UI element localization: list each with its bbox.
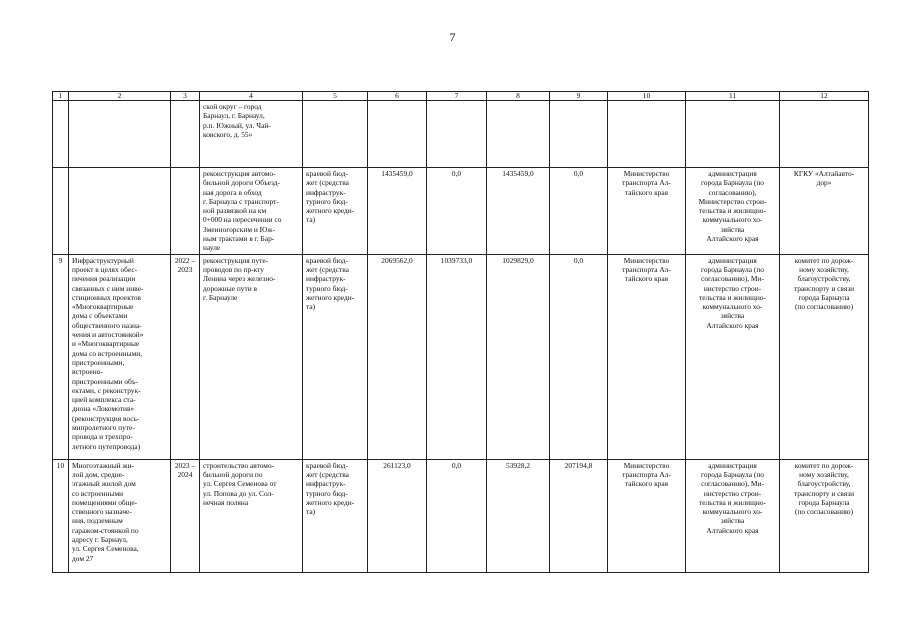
table-row (53, 101, 869, 168)
column-header: 5 (303, 92, 368, 101)
responsible-executor: Министерство транспорта Ал- тайского края (622, 169, 671, 197)
project-name: Многоэтажный жи- лой дом, средне- этажный жилой дом со встроенными помещениями обще- ственного назначе- ния, подземным гаражом-стоянкой по адресу г. Барнаул, ул. Сергея Семенова, дом 27 (72, 460, 139, 563)
amount-year-1: 0,0 (451, 460, 462, 470)
funding-source: краевой бюд- жет (средства инфраструк- турного бюд- жетного креди- та) (306, 255, 355, 312)
funding-source: краевой бюд- жет (средства инфраструк- турного бюд- жетного креди- та) (306, 460, 355, 517)
object-description: реконструкция путе- проводов по пр-кту Ленина через железно- дорожные пути в г. Барнауле (203, 255, 276, 302)
amount-year-3: 0,0 (573, 255, 584, 265)
funding-source: краевой бюд- жет (средства инфраструк- турного бюд- жетного креди- та) (306, 169, 355, 225)
participants: КГКУ «Алтайавто- дор» (793, 169, 855, 188)
column-header: 1 (53, 92, 69, 101)
co-executors: администрация города Барнаула (по согласованию), Ми- нистерство строи- тельства и жилищно- коммунального хо- зяйства Алтайского края (699, 255, 766, 330)
column-header: 9 (550, 92, 608, 101)
object-description: реконструкция автомо- бильной дороги Объезд- ная дорога в обход г. Барнаула с транспорт- ной развязкой на км 0+000 на пересечении со Змеиногорским и Юж- ным трактами в г. Бар- науле (203, 169, 282, 253)
column-header: 3 (171, 92, 200, 101)
amount-year-2: 1435459,0 (502, 169, 534, 178)
amount-year-1: 1039733,0 (440, 255, 473, 265)
amount-total: 2069562,0 (381, 255, 413, 265)
amount-year-2: 1029829,0 (502, 255, 534, 265)
responsible-executor: Министерство транспорта Ал- тайского края (622, 255, 671, 284)
program-table (52, 91, 869, 573)
column-header: 6 (368, 92, 427, 101)
table-row (53, 168, 869, 255)
object-description: строительство автомо- бильной дороги по ул. Сергея Семенова от ул. Попова до ул. Сол- нечная поляна (203, 460, 277, 507)
amount-year-2: 53928,2 (505, 460, 531, 470)
row-number: 10 (56, 460, 65, 470)
column-header: 4 (200, 92, 303, 101)
column-header: 2 (69, 92, 171, 101)
participants: комитет по дорож- ному хозяйству, благоустройству, транспорту и связи города Барнаула (по согласованию) (793, 255, 855, 312)
years: 2023 – 2024 (174, 460, 196, 479)
responsible-executor: Министерство транспорта Ал- тайского края (622, 460, 671, 489)
years: 2022 – 2023 (174, 255, 196, 274)
table-row (53, 254, 869, 459)
column-header: 12 (780, 92, 869, 101)
amount-year-3: 0,0 (573, 169, 584, 178)
header-row (53, 92, 869, 101)
co-executors: администрация города Барнаула (по согласованию), Министерство строи- тельства и жилищно- коммунального хо- зяйства Алтайского края (698, 169, 767, 244)
project-name: Инфраструктурный проект в целях обес- печения реализации связанных с ним инве- стиционных проектов «Многоквартирные дома с объектами общественного назна- чения и автостоянкой» и «Многоквартирные дома со встроенными, пристроенными, встроено- пристроенными объ- ектами, с реконструк- цией комплекса ста- диона «Локомотив» (реконструкция вось- мипролетного путе- провода и трехпро- летного путепровода) (72, 255, 144, 451)
table-row (53, 459, 869, 572)
object-description: ской округ – город Барнаул, г. Барнаул, р.п. Южный, ул. Чай- ковского, д. 55» (203, 102, 271, 139)
amount-year-1: 0,0 (451, 169, 462, 178)
amount-total: 1435459,0 (381, 169, 413, 178)
row-number: 9 (58, 255, 63, 265)
column-header: 11 (686, 92, 780, 101)
column-header: 7 (427, 92, 487, 101)
amount-year-3: 207194,8 (564, 460, 593, 470)
page-number: 7 (449, 30, 456, 44)
participants: комитет по дорож- ному хозяйству, благоустройству, транспорту и связи города Барнаула (по согласованию) (793, 460, 855, 517)
column-header: 10 (608, 92, 686, 101)
column-header: 8 (487, 92, 550, 101)
amount-total: 261123,0 (383, 460, 411, 470)
co-executors: администрация города Барнаула (по согласованию), Ми- нистерство строи- тельства и жилищно- коммунального хо- зяйства Алтайского края (699, 460, 766, 535)
